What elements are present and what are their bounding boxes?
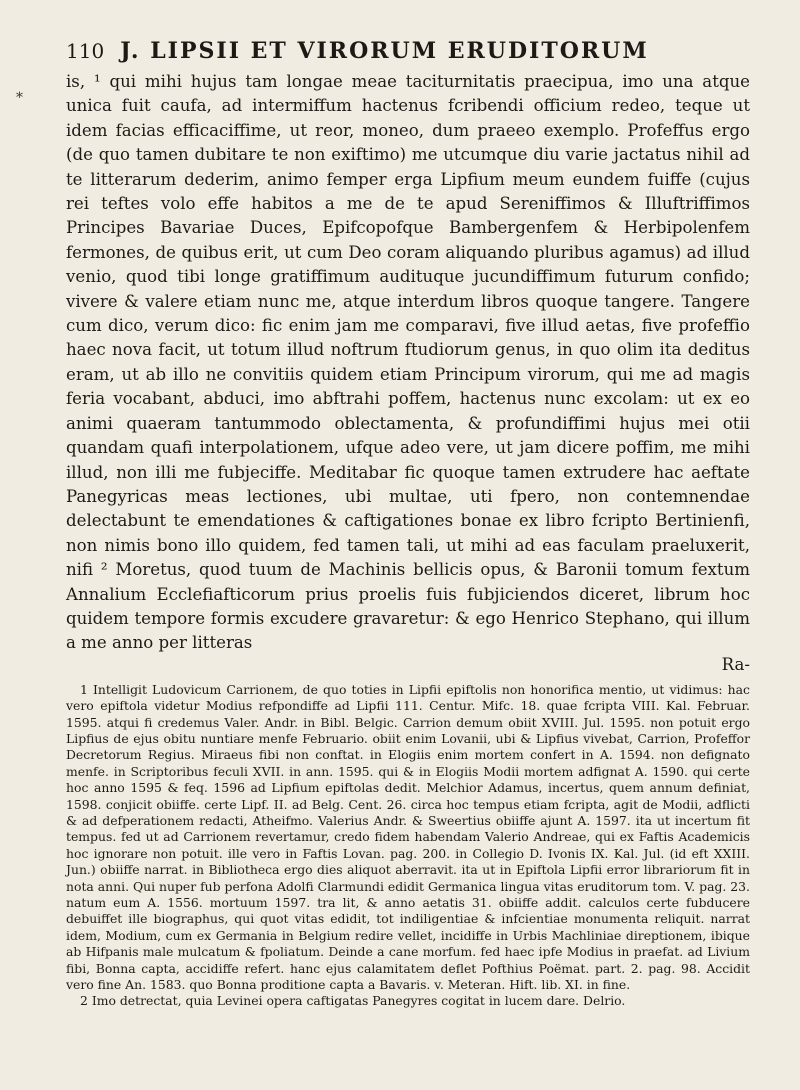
footnote-1: 1 Intelligit Ludovicum Carrionem, de quo toties in Lipfii epiftolis non honorifica mentio, ut vidimus: hac vero epiftola videtur Modius refpondiffe ad Lipfii 111. Centur. Mifc. 18. quae fcripta VIII. Kal. Februar. 1595. atqui fi credemus Valer. Andr. in Bibl. Belgic. Carrion demum obiit XVIII. Jul. 1595. non potuit ergo Lipfius de ejus obitu nuntiare menfe Februario. obiit enim Lovanii, ubi & Lipfius vivebat, Carrion, Profeffor Decretorum Regius. Miraeus fibi non conftat. in Elogiis enim mortem confert in A. 1594. non defignato menfe. in Scriptoribus feculi XVII. in ann. 1595. qui & in Elogiis Modii mortem adfignat A. 1590. qui certe hoc anno 1595 & feq. 1596 ad Lipfium epiftolas dedit. Melchior Adamus, incertus, quem annum definiat, 1598. conjicit obiiffe. certe Lipf. II. ad Belg. Cent. 26. circa hoc tempus etiam fcripta, agit de Modii, adflicti & ad defperationem redacti, Atheifmo. Valerius Andr. & Sweertius obiiffe ajunt A. 1597. ita ut incertum fit tempus. fed ut ad Carrionem revertamur, credo fidem habendam Valerio Andreae, qui ex Faftis Academicis hoc ignorare non potuit. ille vero in Faftis Lovan. pag. 200. in Collegio D. Ivonis IX. Kal. Jul. (id eft XXIII. Jun.) obiiffe narrat. in Bibliotheca ergo dies aliquot aberravit. ita ut in Epiftola Lipfii error librariorum fit in nota anni. Qui nuper fub perfona Adolfi Clarmundi edidit Germanica lingua vitas eruditorum tom. V. pag. 23. natum eum A. 1556. mortuum 1597. tra lit, & anno aetatis 31. obiiffe addit. calculos certe fubducere debuiffet ille biographus, qui quot vitas edidit, tot indiligentiae & infcientiae monumenta reliquit. narrat idem, Modium, cum ex Germania in Belgium redire vellet, incidiffe in Urbis Machliniae direptionem, ibique ab Hifpanis male mulcatum & fpoliatum. Deinde a cane morfum. fed haec ipfe Modius in praefat. ad Livium fibi, Bonna capta, accidiffe refert. hanc ejus calamitatem deflet Pofthius Poëmat. part. 2. pag. 98. Accidit vero fine An. 1583. quo Bonna proditione capta a Bavaris. v. Meteran. Hift. lib. XI. in fine. [66,681,750,993]
page-number: 110 [66,39,105,63]
margin-mark: * [16,90,23,106]
main-text: is, ¹ qui mihi hujus tam longae meae taciturnitatis praecipua, imo una atque unica fuit caufa, ad intermiffum hactenus fcribendi officium redeo, teque ut idem facias efficaciffime, ut reor, moneo, dum praeeo exemplo. Profeffus ergo (de quo tamen dubitare te non exiftimo) me utcumque diu varie jactatus nihil ad te litterarum dederim, animo femper erga Lipfium meum eundem fuiffe (cujus rei teftes volo effe habitos a me de te apud Sereniffimos & Illuftriffimos Principes Bavariae Duces, Epifcopofque Bambergenfem & Herbipolenfem fermones, de quibus erit, ut cum Deo coram aliquando pluribus agamus) ad illud venio, quod tibi longe gratiffimum audituque jucundiffimum futurum confido; vivere & valere etiam nunc me, atque interdum libros quoque tangere. Tangere cum dico, verum dico: fic enim jam me comparavi, five illud aetas, five profeffio haec nova facit, ut totum illud noftrum ftudiorum genus, in quo olim ita deditus eram, ut ab illo ne convitiis quidem etiam Principum virorum, qui me ad magis feria vocabant, abduci, imo abftrahi poffem, hactenus nunc excolam: ut ex eo animi quaeram tantummodo oblectamenta, & profundiffimi hujus mei otii quandam quafi interpolationem, ufque adeo vere, ut jam dicere poffim, me mihi illud, non illi me fubjeciffe. Meditabar fic quoque tamen extrudere hac aeftate Panegyricas meas lectiones, ubi multae, uti fpero, non contemnendae delectabunt te emendationes & caftigationes bonae ex libro fcripto Bertinienfi, non nimis bono illo quidem, fed tamen tali, ut mihi ad eas faculam praeluxerit, nifi ² Moretus, quod tuum de Machinis bellicis opus, & Baronii tomum fextum Annalium Ecclefiafticorum prius proelis fuis fubjiciendos diceret, librum hoc quidem tempore formis excudere gravaretur: & ego Henrico Stephano, qui illum a me anno per litteras [66,72,750,653]
running-head: J. LIPSII ET VIRORUM ERUDITORUM [120,38,649,64]
page-header [66,38,750,64]
catchword: Ra- [721,654,750,674]
footnotes [66,682,750,1010]
footnote-2: 2 Imo detrectat, quia Levinei opera caftigatas Panegyres cogitat in lucem dare. Delrio. [80,993,626,1009]
